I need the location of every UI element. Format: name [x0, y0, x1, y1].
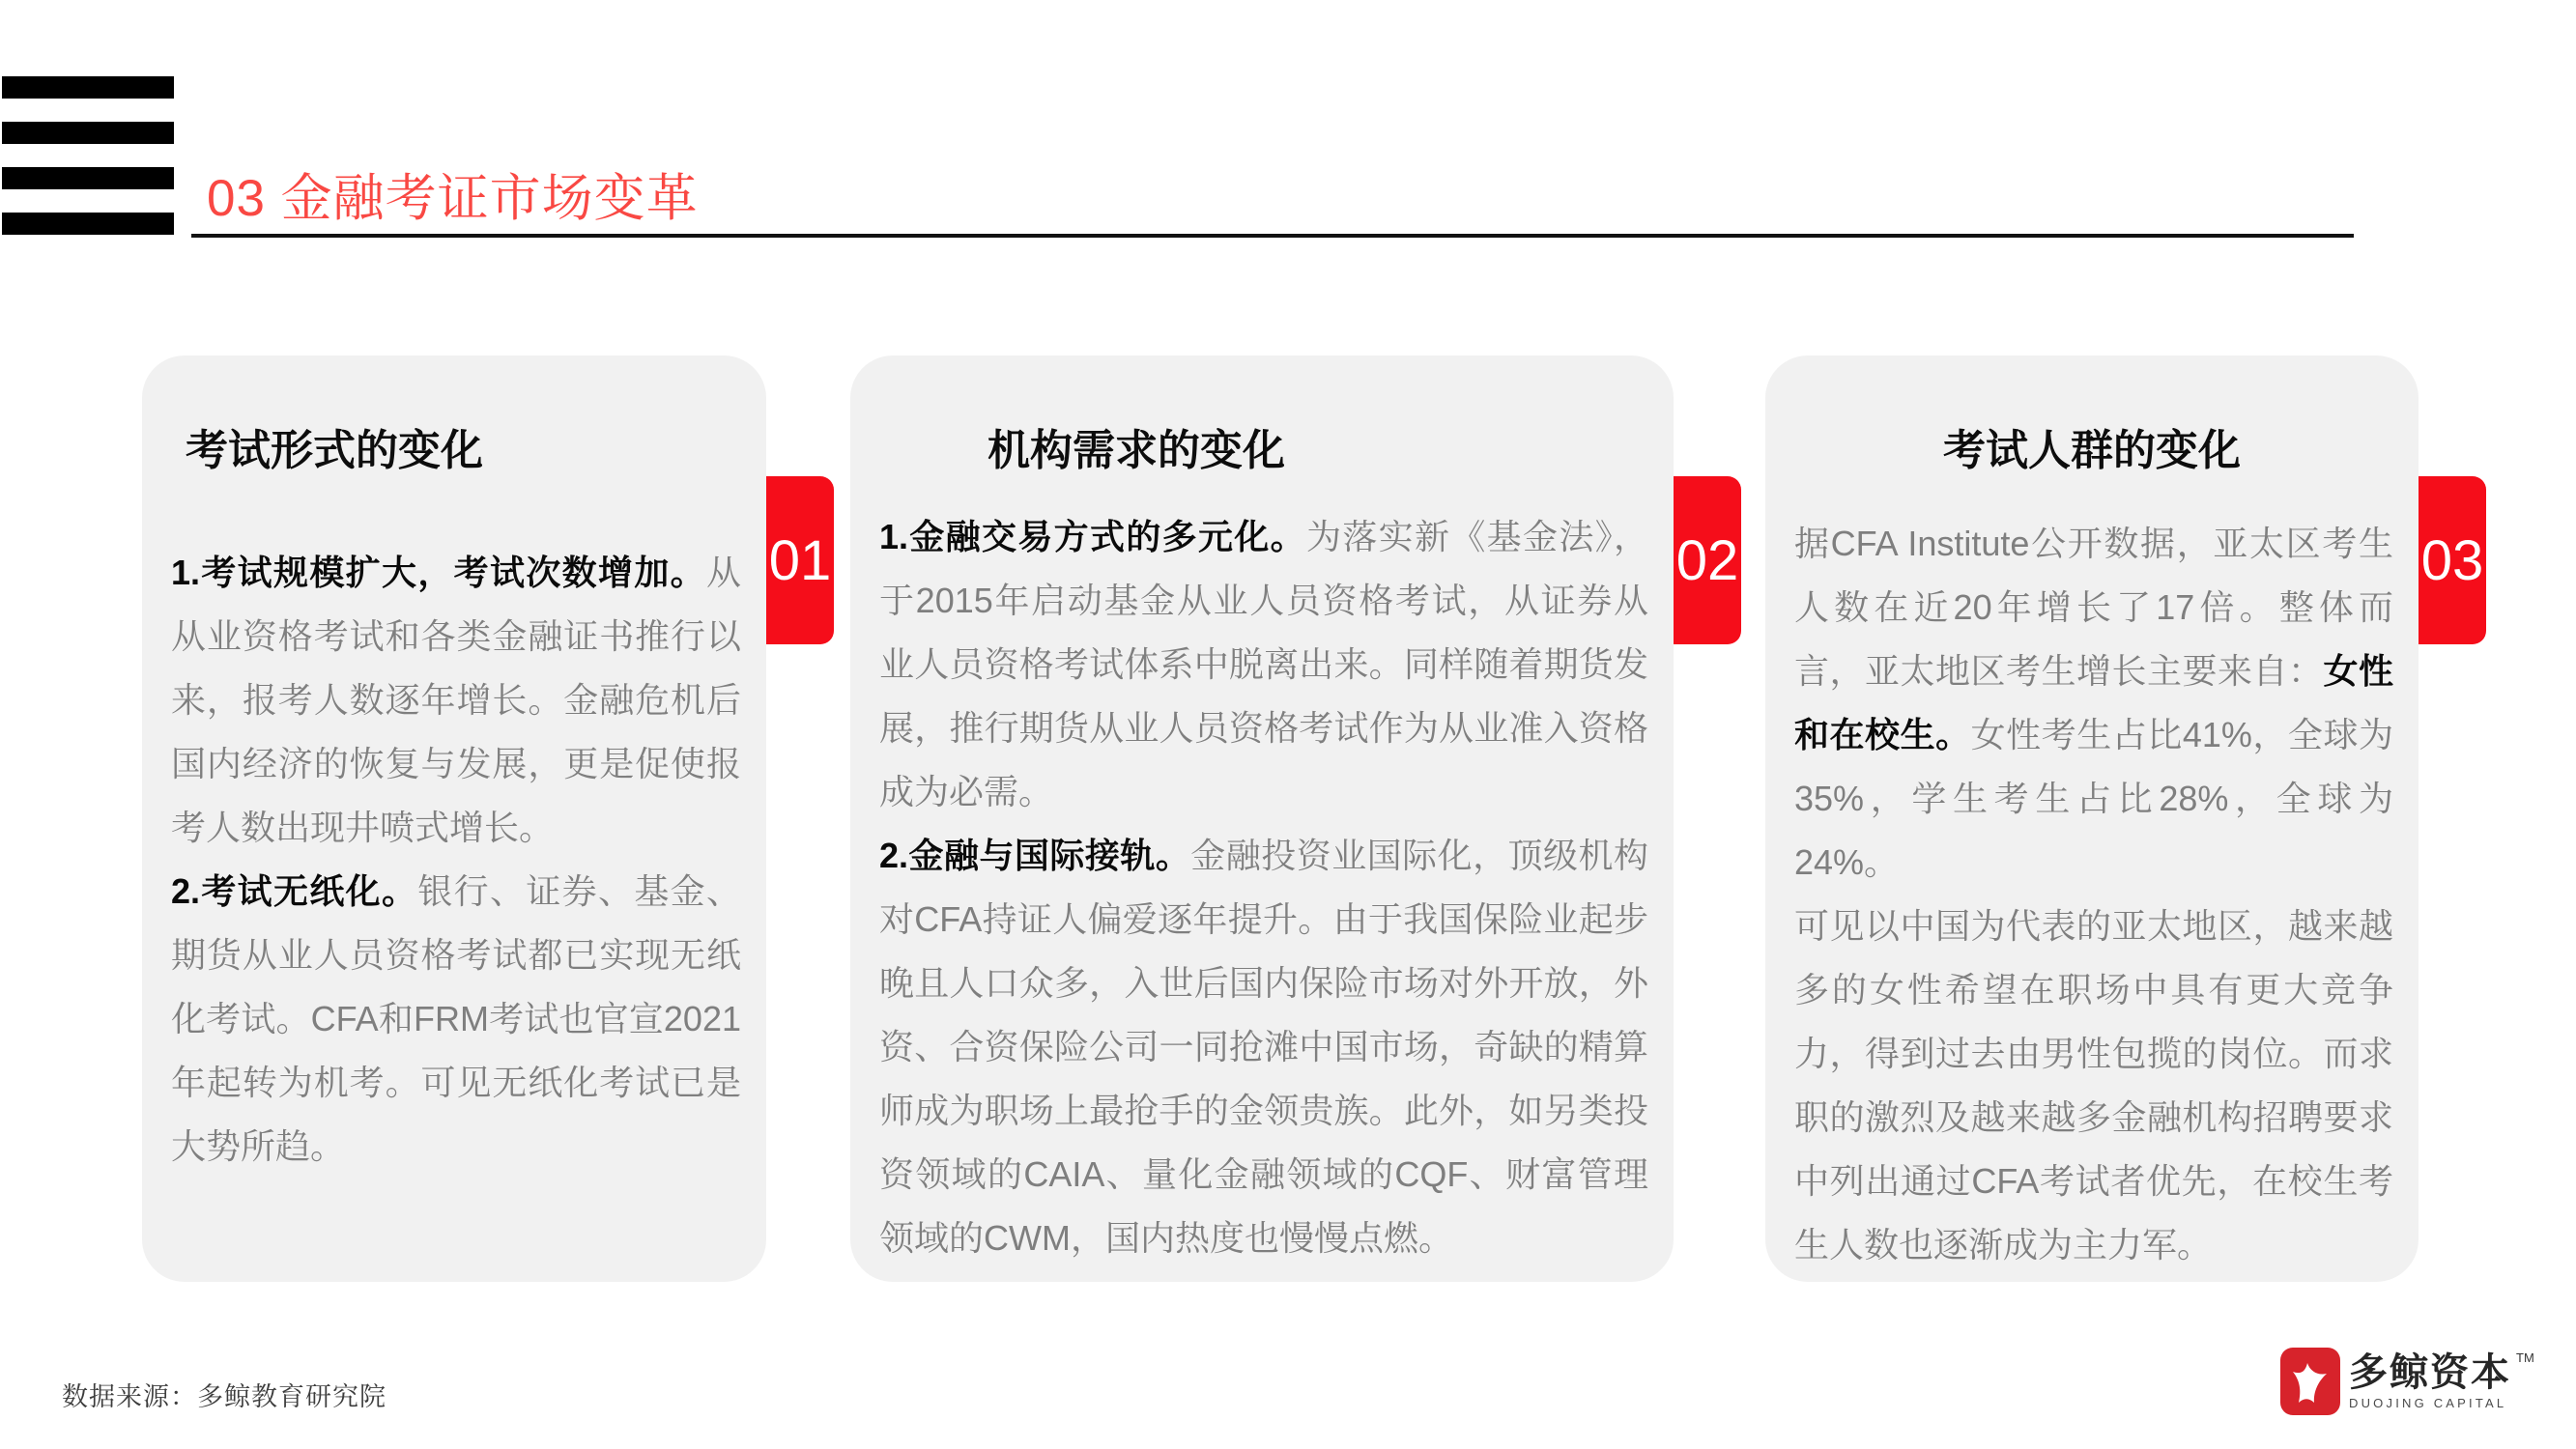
- logo-name-row: [2349, 1350, 2534, 1394]
- logo-bar: [2, 213, 174, 235]
- text-run: 可见以中国为代表的亚太地区，越来越多的女性希望在职场中具有更大竞争力，得到过去由男性包揽的岗位。而求职的激烈及越来越多金融机构招聘要求中列出通过CFA考试者优先，在校生考生人数也逐渐成为主力军。: [1794, 906, 2393, 1264]
- text-run: 为落实新《基金法》，于2015年启动基金从业人员资格考试，从证券从业人员资格考试体系中脱离出来。同样随着期货发展，推行期货从业人员资格考试作为从业准入资格成为必需。: [879, 517, 1648, 811]
- info-card: [850, 355, 1739, 1282]
- card-body: [879, 505, 1648, 1270]
- logo-bar: [2, 122, 174, 144]
- logo-subtitle: DUOJING CAPITAL: [2349, 1396, 2507, 1410]
- page-title: 03 金融考证市场变革: [207, 169, 699, 227]
- source-note: 数据来源：多鲸教育研究院: [62, 1382, 386, 1411]
- logo-bars-icon: [2, 76, 174, 235]
- text-run: 女性考生占比41%，全球为35%，学生考生占比28%，全球为24%。: [1794, 715, 2393, 882]
- text-run: 女性和在校生。: [1794, 651, 2393, 754]
- card-title: 考试形式的变化: [186, 427, 483, 474]
- text-run: 银行、证券、基金、期货从业人员资格考试都已实现无纸化考试。CFA和FRM考试也官宣2021年起转为机考。可见无纸化考试已是大势所趋。: [171, 871, 741, 1166]
- card-body: [171, 541, 741, 1179]
- card-paragraph: [171, 860, 741, 1179]
- text-run: 1.考试规模扩大，考试次数增加。: [171, 553, 706, 592]
- card-paragraph: [171, 541, 741, 860]
- card-title: 考试人群的变化: [1943, 427, 2241, 474]
- info-card: [142, 355, 832, 1282]
- card-number-badge: 03: [2419, 476, 2486, 644]
- card-number-badge: 02: [1674, 476, 1741, 644]
- text-run: 据CFA Institute公开数据，亚太区考生人数在近20年增长了17倍。整体而言，亚太地区考生增长主要来自：: [1794, 524, 2393, 691]
- whale-logo-icon: [2280, 1348, 2340, 1415]
- info-card: [1765, 355, 2484, 1282]
- card-number-badge: 01: [766, 476, 834, 644]
- card-paragraph: [879, 505, 1648, 824]
- company-logo: [2280, 1348, 2534, 1415]
- logo-name: 多鲸资本: [2349, 1351, 2511, 1394]
- text-run: 2.考试无纸化。: [171, 871, 418, 911]
- text-run: 1.金融交易方式的多元化。: [879, 517, 1306, 556]
- logo-bar: [2, 76, 174, 99]
- card-paragraph: [1794, 895, 2393, 1277]
- logo-bar: [2, 167, 174, 189]
- card-title: 机构需求的变化: [987, 427, 1285, 474]
- title-underline: [191, 234, 2354, 238]
- card-body: [1794, 512, 2393, 1277]
- logo-text-block: [2349, 1348, 2534, 1410]
- card-paragraph: [879, 824, 1648, 1270]
- logo-tm-mark: TM: [2516, 1350, 2534, 1365]
- text-run: 2.金融与国际接轨。: [879, 836, 1191, 875]
- text-run: 金融投资业国际化，顶级机构对CFA持证人偏爱逐年提升。由于我国保险业起步晚且人口众多，入世后国内保险市场对外开放，外资、合资保险公司一同抢滩中国市场，奇缺的精算师成为职场上最抢手的金领贵族。此外，如另类投资领域的CAIA、量化金融领域的CQF、财富管理领域的CWM，国内热度也慢慢点燃。: [879, 836, 1648, 1258]
- text-run: 从从业资格考试和各类金融证书推行以来，报考人数逐年增长。金融危机后国内经济的恢复与发展，更是促使报考人数出现井喷式增长。: [171, 553, 741, 847]
- card-paragraph: [1794, 512, 2393, 895]
